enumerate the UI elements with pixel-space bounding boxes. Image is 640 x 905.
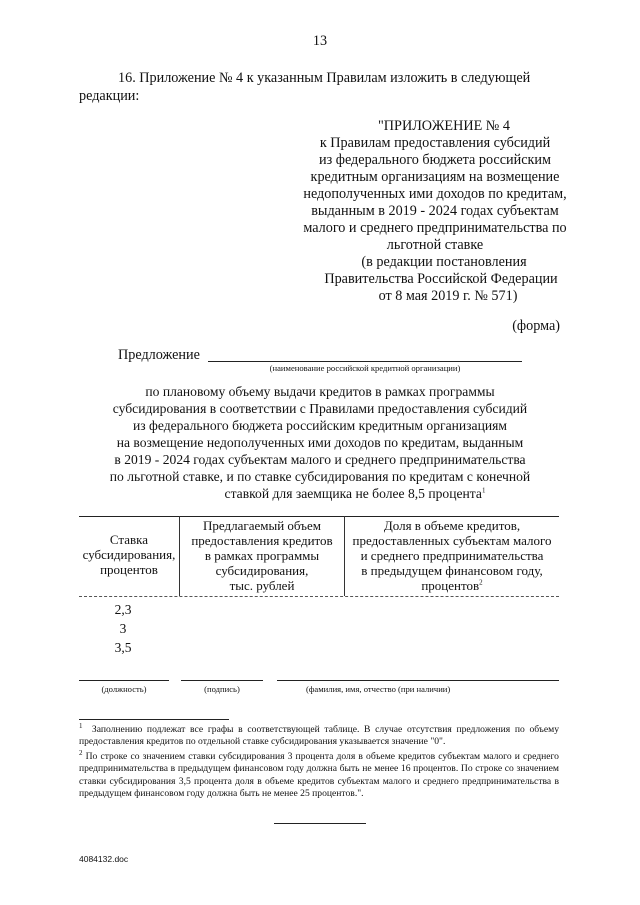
- footnote-separator: [79, 719, 229, 720]
- intro-line-2: редакции:: [79, 88, 140, 104]
- header-line: Ставка: [109, 532, 149, 547]
- appendix-line: недополученных ими доходов по кредитам,: [303, 186, 567, 202]
- footnote-text: По строке со значением ставки субсидирования 3 процента доля в объеме кредитов субъектам малого и среднего предпринимательства в предыдущем финансовом году должна быть не менее 16 процентов. По строке со значением ставки субсидирования 3,5 процента доля в объеме кредитов субъектам малого и среднего предпринимательства в предыдущем финансовом году должна быть не менее 25 процентов.".: [79, 751, 559, 799]
- position-caption: (должность): [101, 684, 147, 694]
- closing-rule: [274, 823, 366, 824]
- body-line: субсидирования в соответствии с Правилами предоставления субсидий: [112, 401, 528, 416]
- appendix-line: от 8 мая 2019 г. № 571): [378, 288, 518, 304]
- body-line: в 2019 - 2024 годах субъектам малого и среднего предпринимательства: [114, 452, 526, 467]
- footnote-mark: 1: [79, 721, 83, 730]
- body-line: по плановому объему выдачи кредитов в рамках программы: [145, 384, 495, 399]
- body-line: на возмещение недополученных ими доходов по кредитам, выданным: [116, 435, 524, 450]
- header-line: Предлагаемый объем: [203, 518, 321, 533]
- header-line: субсидирования,: [82, 547, 176, 562]
- appendix-title: "ПРИЛОЖЕНИЕ № 4: [378, 118, 510, 134]
- column-header-share: [345, 516, 560, 596]
- appendix-line: Правительства Российской Федерации: [324, 271, 558, 287]
- header-line: и среднего предпринимательства: [360, 548, 544, 563]
- body-line: по льготной ставке, и по ставке субсидирования по кредитам с конечной: [109, 469, 531, 484]
- signature-caption: (подпись): [204, 684, 240, 694]
- column-header-rate: [79, 516, 180, 596]
- footnote-1: [79, 721, 560, 749]
- footnote-ref-2: 2: [479, 578, 483, 587]
- footnote-ref-1: 1: [481, 486, 486, 495]
- form-label: (форма): [512, 318, 560, 334]
- appendix-line: (в редакции постановления: [361, 254, 527, 270]
- appendix-line: выданным в 2019 - 2024 годах субъектам: [311, 203, 559, 219]
- footnote-2: [79, 748, 559, 800]
- intro-line-1: 16. Приложение № 4 к указанным Правилам изложить в следующей: [118, 70, 531, 86]
- header-line: в предыдущем финансовом году,: [361, 563, 543, 578]
- column-header-volume: [180, 516, 345, 596]
- header-line: в рамках программы: [204, 548, 320, 563]
- header-line: предоставления кредитов: [191, 533, 333, 548]
- rate-cell: 3,5: [114, 640, 132, 655]
- proposal-caption: (наименование российской кредитной организации): [269, 363, 461, 373]
- appendix-line: к Правилам предоставления субсидий: [319, 135, 551, 151]
- rate-cell: 3: [119, 621, 127, 636]
- header-line: тыс. рублей: [229, 578, 295, 593]
- body-line: из федерального бюджета российским кредитным организациям: [133, 418, 507, 433]
- footnote-text: Заполнению подлежат все графы в соответствующей таблице. В случае отсутствия предложения по объему предоставления кредитов по отдельной ставке субсидирования указывается значение "0".: [79, 724, 560, 748]
- position-line: [79, 680, 169, 681]
- table-header-separator: [79, 596, 559, 597]
- footnote-mark: 2: [79, 748, 83, 757]
- appendix-line: малого и среднего предпринимательства по: [303, 220, 567, 236]
- appendix-line: кредитным организациям на возмещение: [310, 169, 560, 185]
- header-line: Доля в объеме кредитов,: [383, 518, 521, 533]
- name-caption: (фамилия, имя, отчество (при наличии): [306, 684, 451, 694]
- signature-line: [181, 680, 263, 681]
- header-text: процентов: [421, 578, 480, 593]
- body-line-last: [60, 485, 580, 502]
- rate-cell: 2,3: [114, 602, 132, 617]
- proposal-underline: [208, 361, 522, 362]
- name-line: [277, 680, 559, 681]
- table-header-row: [79, 516, 559, 596]
- appendix-line: из федерального бюджета российским: [319, 152, 551, 168]
- body-text: [60, 383, 580, 502]
- proposal-label: Предложение: [118, 347, 200, 363]
- body-last-text: ставкой для заемщика не более 8,5 процента: [224, 486, 482, 501]
- header-line: процентов: [100, 562, 158, 577]
- appendix-header: [290, 118, 580, 305]
- proposal-table: [79, 516, 559, 596]
- header-line-last: [347, 578, 557, 593]
- appendix-line: льготной ставке: [386, 237, 484, 253]
- header-line: субсидирования,: [215, 563, 309, 578]
- header-line: предоставленных субъектам малого: [352, 533, 552, 548]
- document-id: 4084132.doc: [79, 854, 129, 864]
- page-number: 13: [312, 33, 328, 49]
